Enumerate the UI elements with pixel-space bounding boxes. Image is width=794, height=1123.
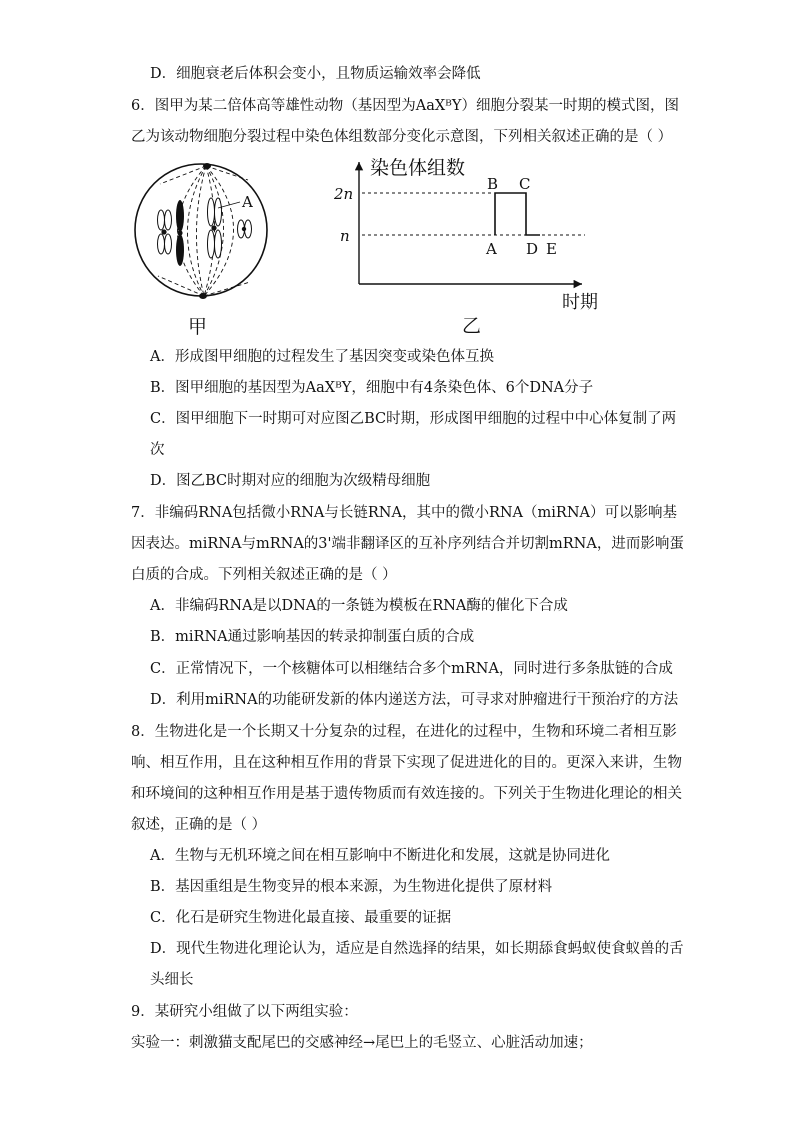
q8-stem-line3: 和环境间的这种相互作用是基于遗传物质而有效连接的。下列关于生物进化理论的相关 — [131, 786, 682, 802]
point-d-label: D — [526, 240, 539, 258]
q7-stem-line3: 白质的合成。下列相关叙述正确的是（ ） — [131, 567, 397, 583]
q7-stem-line1: 7．非编码RNA包括微小RNA与长链RNA，其中的微小RNA（miRNA）可以影响基 — [131, 505, 677, 521]
q6-stem-line2: 乙为该动物细胞分裂过程中染色体组数部分变化示意图，下列相关叙述正确的是（ ） — [131, 129, 673, 145]
q8-stem-line4: 叙述，正确的是（ ） — [131, 817, 267, 833]
q6-option-d: D．图乙BC时期对应的细胞为次级精母细胞 — [150, 473, 431, 489]
point-e-label: E — [546, 240, 557, 258]
figure-jia-cell — [128, 158, 278, 338]
figure-yi-chart — [330, 152, 630, 338]
q6-option-c-line1: C．图甲细胞下一时期可对应图乙BC时期，形成图甲细胞的过程中中心体复制了两 — [150, 411, 677, 427]
q7-option-c: C．正常情况下，一个核糖体可以相继结合多个mRNA，同时进行多条肽链的合成 — [150, 661, 673, 677]
q8-option-d-line2: 头细长 — [150, 972, 194, 988]
figure-jia-caption: 甲 — [188, 316, 208, 338]
point-a-label: A — [486, 240, 497, 258]
tick-n: n — [340, 227, 350, 245]
x-axis-label: 时期 — [562, 292, 598, 313]
y-axis-label: 染色体组数 — [370, 157, 466, 179]
q6-option-b: B．图甲细胞的基因型为AaXᴮY，细胞中有4条染色体、6个DNA分子 — [150, 380, 594, 396]
figure-yi-caption: 乙 — [462, 315, 482, 337]
q8-stem-line2: 响、相互作用，且在这种相互作用的背景下实现了促进进化的目的。更深入来讲，生物 — [131, 755, 682, 771]
q5-option-d: D．细胞衰老后体积会变小，且物质运输效率会降低 — [150, 66, 481, 82]
q8-stem-line1: 8．生物进化是一个长期又十分复杂的过程，在进化的过程中，生物和环境二者相互影 — [131, 724, 677, 740]
q7-option-a: A．非编码RNA是以DNA的一条链为模板在RNA酶的催化下合成 — [150, 598, 568, 614]
point-b-label: B — [487, 175, 499, 193]
q6-option-a: A．形成图甲细胞的过程发生了基因突变或染色体互换 — [150, 349, 494, 365]
chart-step-line — [495, 193, 540, 235]
q6-option-c-line2: 次 — [150, 442, 165, 458]
q7-option-b: B．miRNA通过影响基因的转录抑制蛋白质的合成 — [150, 629, 475, 645]
q8-option-d-line1: D．现代生物进化理论认为，适应是自然选择的结果，如长期舔食蚂蚁使食蚁兽的舌 — [150, 941, 684, 957]
q7-stem-line2: 因表达。miRNA与mRNA的3'端非翻译区的互补序列结合并切割mRNA，进而影响蛋 — [131, 536, 684, 552]
tick-2n: 2n — [334, 185, 354, 203]
q8-option-a: A．生物与无机环境之间在相互影响中不断进化和发展，这就是协同进化 — [150, 848, 610, 864]
point-c-label: C — [519, 175, 531, 193]
q6-stem-line1: 6．图甲为某二倍体高等雄性动物（基因型为AaXᴮY）细胞分裂某一时期的模式图，图 — [131, 98, 679, 114]
q8-option-b: B．基因重组是生物变异的根本来源，为生物进化提供了原材料 — [150, 879, 553, 895]
figure-jia-label-a: A — [242, 193, 253, 211]
q9-stem-line2: 实验一：刺激猫支配尾巴的交感神经→尾巴上的毛竖立、心脏活动加速； — [131, 1035, 593, 1051]
q8-option-c: C．化石是研究生物进化最直接、最重要的证据 — [150, 910, 452, 926]
q9-stem-line1: 9．某研究小组做了以下两组实验： — [131, 1004, 358, 1020]
q7-option-d: D．利用miRNA的功能研发新的体内递送方法，可寻求对肿瘤进行干预治疗的方法 — [150, 692, 679, 708]
